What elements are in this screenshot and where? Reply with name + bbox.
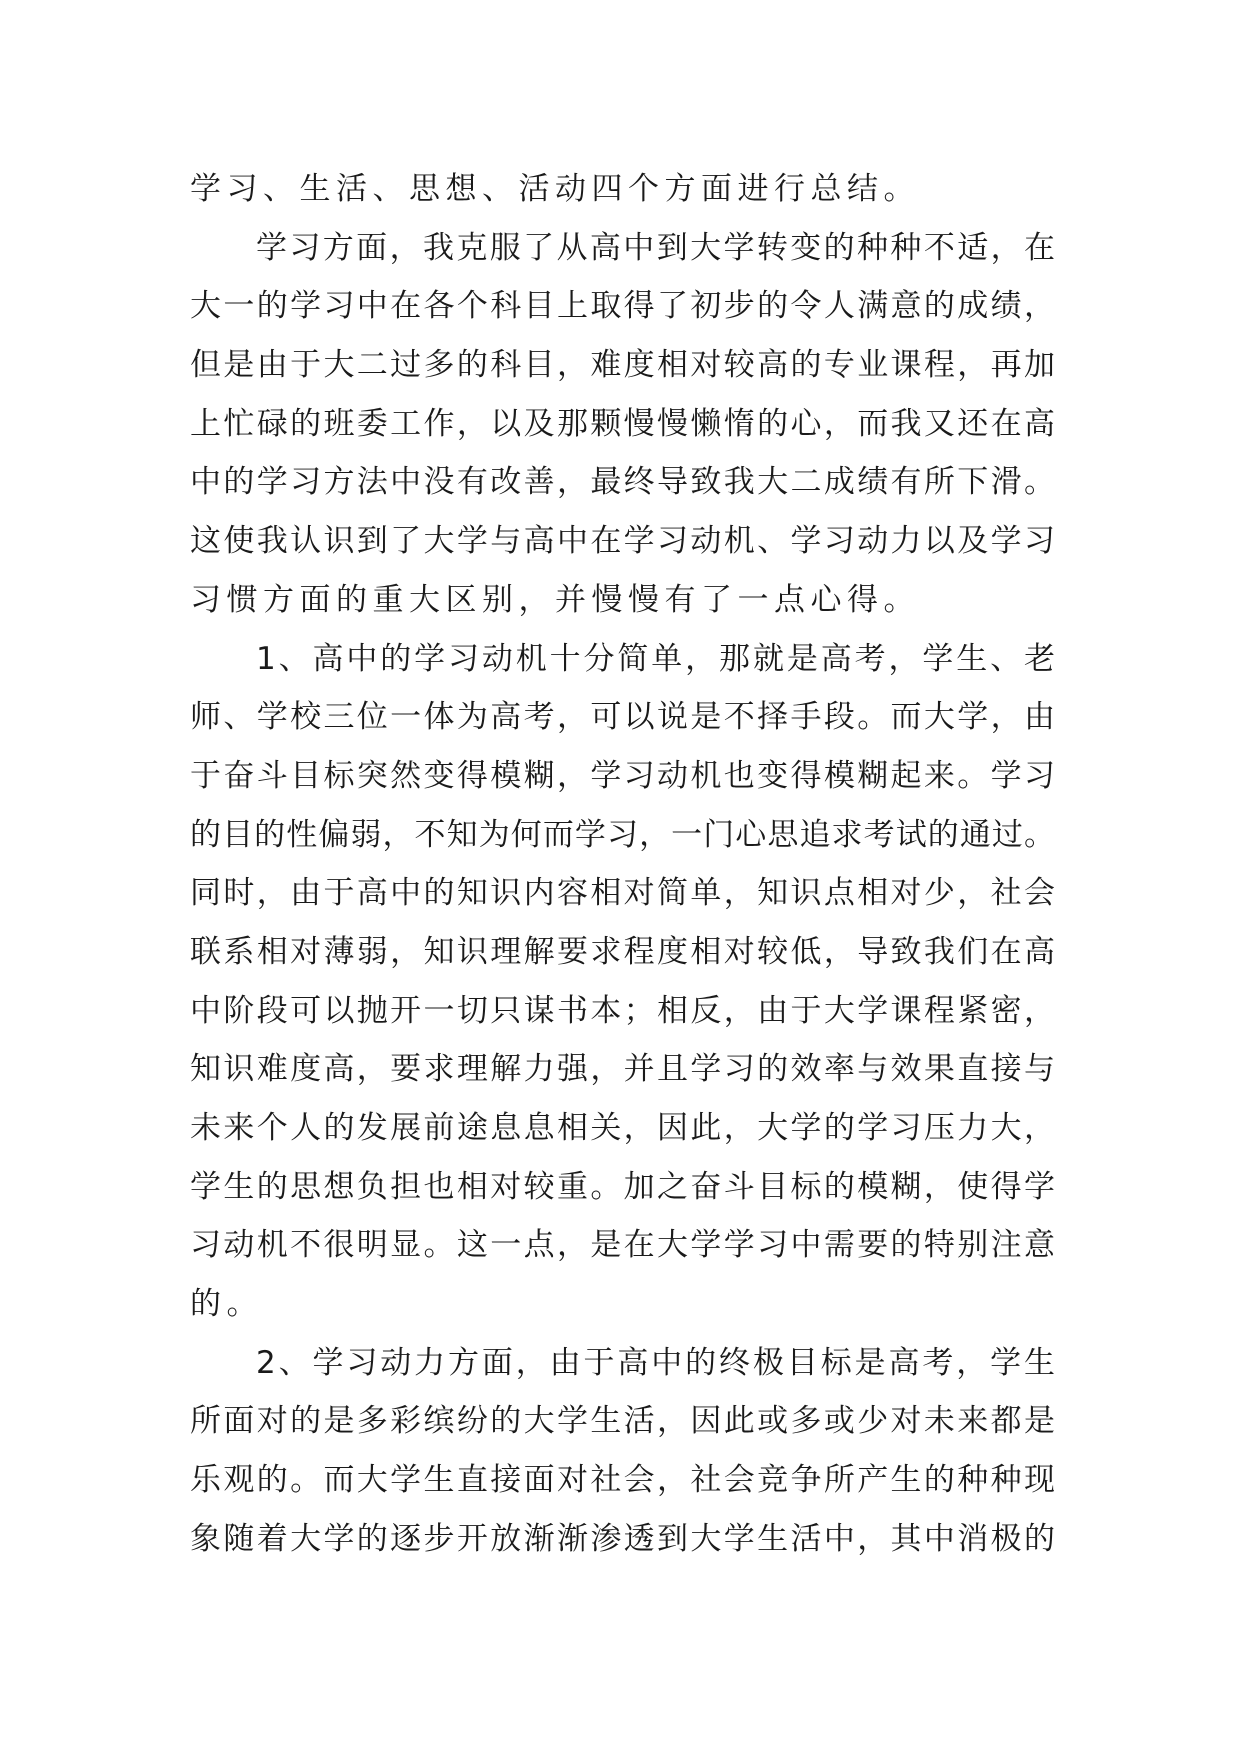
text-line: 这使我认识到了大学与高中在学习动机、学习动力以及学习 (190, 523, 1055, 560)
text-line: 象随着大学的逐步开放渐渐渗透到大学生活中，其中消极的 (190, 1520, 1055, 1557)
text-line: 但是由于大二过多的科目，难度相对较高的专业课程，再加 (190, 347, 1055, 384)
text-line: 1、高中的学习动机十分简单，那就是高考，学生、老 (256, 640, 1055, 677)
text-line: 2、学习动力方面，由于高中的终极目标是高考，学生 (256, 1344, 1055, 1381)
text-line: 联系相对薄弱，知识理解要求程度相对较低，导致我们在高 (190, 933, 1055, 970)
text-line: 的目的性偏弱，不知为何而学习，一门心思追求考试的通过。 (190, 816, 1055, 853)
text-line: 大一的学习中在各个科目上取得了初步的令人满意的成绩， (190, 288, 1055, 325)
text-line: 上忙碌的班委工作，以及那颗慢慢懒惰的心，而我又还在高 (190, 405, 1055, 442)
text-line: 学习、生活、思想、活动四个方面进行总结。 (190, 171, 920, 207)
text-line: 习惯方面的重大区别，并慢慢有了一点心得。 (190, 581, 920, 618)
text-line: 同时，由于高中的知识内容相对简单，知识点相对少，社会 (190, 875, 1055, 912)
text-line: 中的学习方法中没有改善，最终导致我大二成绩有所下滑。 (190, 464, 1055, 501)
text-line: 习动机不很明显。这一点，是在大学学习中需要的特别注意 (190, 1227, 1055, 1264)
text-line: 所面对的是多彩缤纷的大学生活，因此或多或少对未来都是 (190, 1403, 1055, 1440)
text-line: 的。 (190, 1286, 263, 1323)
text-line: 乐观的。而大学生直接面对社会，社会竞争所产生的种种现 (190, 1462, 1055, 1499)
text-line: 学生的思想负担也相对较重。加之奋斗目标的模糊，使得学 (190, 1168, 1055, 1205)
text-line: 未来个人的发展前途息息相关，因此，大学的学习压力大， (190, 1110, 1055, 1146)
text-line: 学习方面，我克服了从高中到大学转变的种种不适，在 (256, 229, 1055, 266)
text-line: 中阶段可以抛开一切只谋书本；相反，由于大学课程紧密， (190, 992, 1055, 1029)
text-line: 于奋斗目标突然变得模糊，学习动机也变得模糊起来。学习 (190, 757, 1055, 794)
text-line: 师、学校三位一体为高考，可以说是不择手段。而大学，由 (190, 699, 1055, 736)
text-line: 知识难度高，要求理解力强，并且学习的效率与效果直接与 (190, 1051, 1055, 1088)
document-body (190, 160, 1055, 1569)
